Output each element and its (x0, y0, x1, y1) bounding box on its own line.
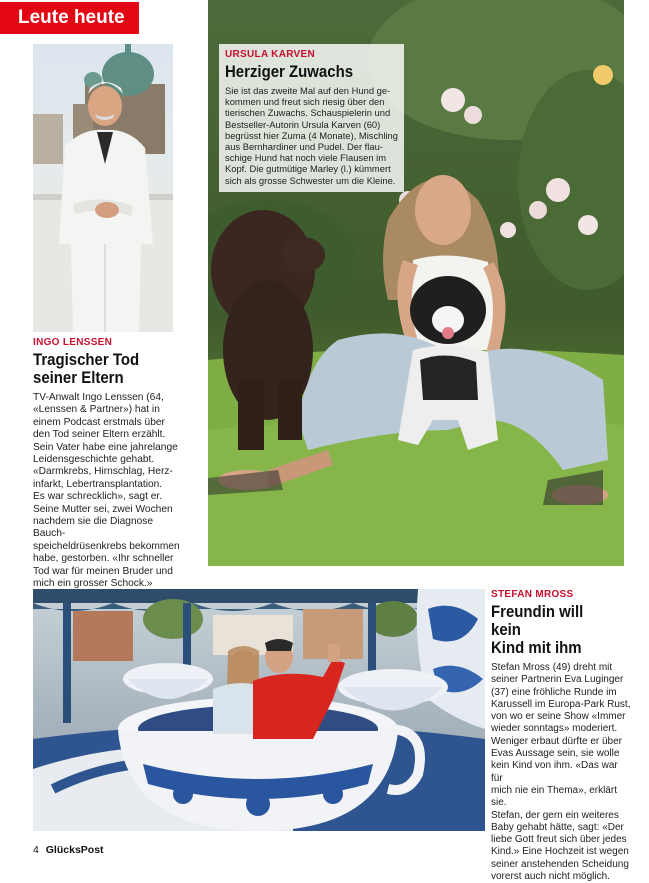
page-footer (33, 844, 104, 856)
lenssen-article (33, 337, 181, 591)
mross-photo (33, 589, 485, 831)
lenssen-photo-art (33, 44, 173, 332)
lenssen-photo (33, 44, 173, 332)
lenssen-headline: Tragischer Tod seiner Eltern (33, 350, 140, 387)
mross-body: Stefan Mross (49) dreht mit seiner Partnerin Eva Luginger (37) eine fröhliche Runde im Karussell im Europa-Park Rust, von wo er seine Show «Immer wieder sonntags» moderiert. Weniger erbaut dürfte er über Evas Aussage sein, sie wolle kein Kind von ihm. «Das war für mich nie ein Thema», erklärt sie. Stefan, der gern ein weiteres Baby gehabt hätte, sagt: «Der liebe Gott freut sich über jedes Kind.» Eine Hochzeit ist wegen seiner anstehenden Scheidung vorerst auch nicht möglich. (491, 662, 631, 883)
lenssen-body: TV-Anwalt Ingo Lenssen (64, «Lenssen & Partner») hat in einem Podcast erstmals über den Tod seiner Eltern erzählt. Sein Vater habe eine jahrelange Leidensgeschichte gehabt. «Darmkrebs, Hirnschlag, Herz- infarkt, Lebertransplantation. Es war schrecklich», sagt er. Seine Mutter sei, zwei Wochen nachdem sie die Diagnose Bauch- speicheldrüsenkrebs bekommen habe, gestorben. «Ihr schneller Tod war für meinen Bruder und mich ein grosser Schock.» (33, 392, 180, 590)
page-number: 4 (33, 844, 39, 856)
mross-article (491, 589, 631, 883)
karven-kicker: URSULA KARVEN (225, 49, 316, 60)
brand-name: GlücksPost (45, 844, 104, 856)
karven-body: Sie ist das zweite Mal auf den Hund ge- kommen und freut sich riesig über den tierischen Zuwachs. Schauspielerin und Bestseller-Autorin Ursula Karven (60) begrüsst hier Zuma (4 Monate), Mischling aus Bernhardiner und Pudel. Der flau- schige Hund hat noch viele Flausen im Kopf. Die gutmütige Marley (l.) kümmert sich als grosse Schwester um die Kleine. (225, 85, 398, 186)
karven-headline: Herziger Zuwachs (225, 62, 354, 81)
mross-photo-art (33, 589, 485, 831)
lenssen-kicker: INGO LENSSEN (33, 337, 113, 348)
section-tag: Leute heute (0, 2, 139, 34)
karven-article (219, 44, 404, 192)
mross-headline: Freundin will kein Kind mit ihm (491, 602, 584, 657)
mross-kicker: STEFAN MROSS (491, 589, 574, 600)
